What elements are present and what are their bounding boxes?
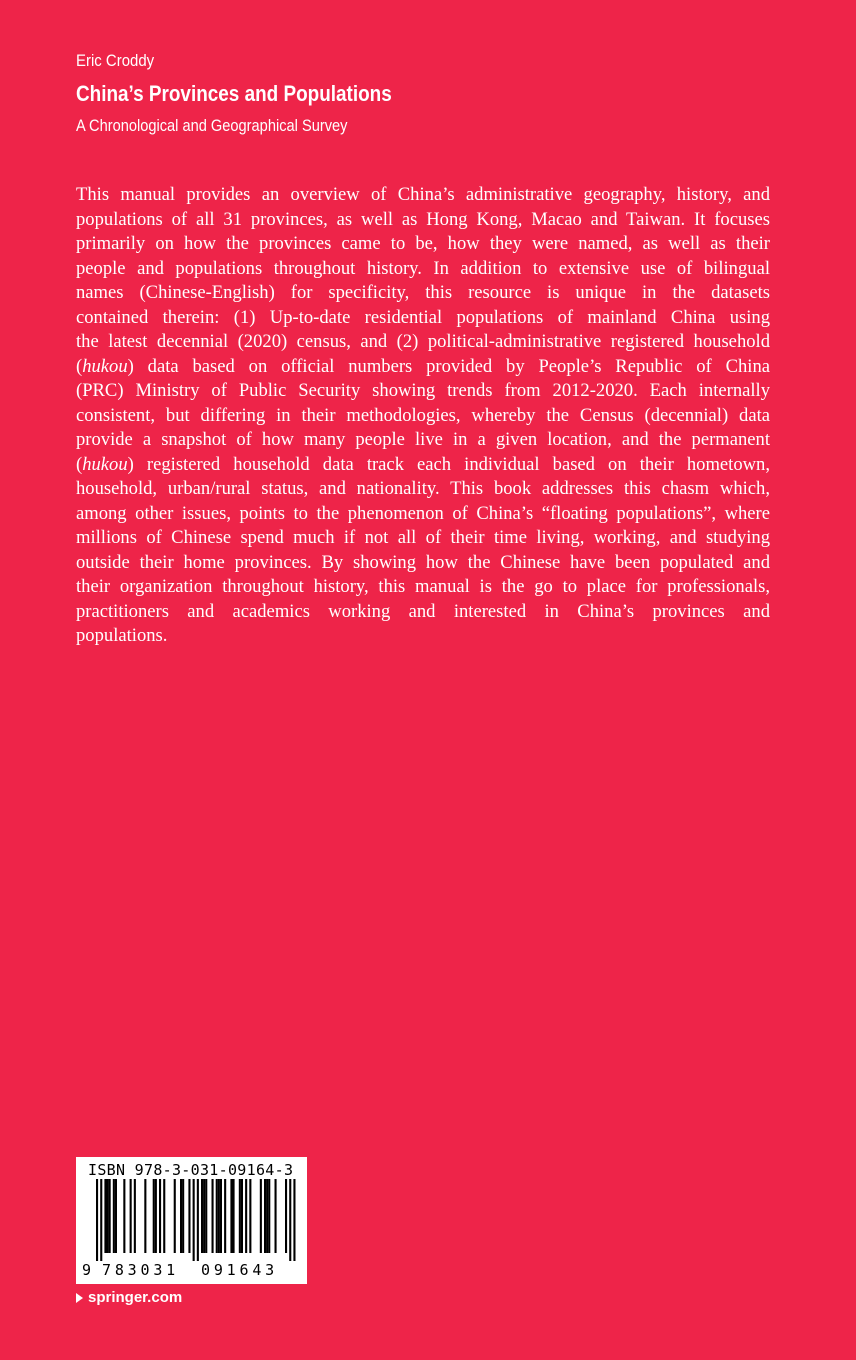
barcode-bar bbox=[203, 1179, 205, 1253]
barcode-bar bbox=[109, 1179, 111, 1253]
publisher-link-label: springer.com bbox=[88, 1289, 183, 1306]
barcode-bar bbox=[241, 1179, 243, 1253]
barcode-bar bbox=[144, 1179, 146, 1253]
barcode-bar bbox=[174, 1179, 176, 1253]
blurb-line: practitioners and academics working and interested in China’s provinces and bbox=[76, 600, 770, 622]
barcode-digits-left: 783031 bbox=[102, 1261, 179, 1279]
blurb-line: populations of all 31 provinces, as well as Hong Kong, Macao and Taiwan. It focuses bbox=[76, 208, 770, 230]
isbn-label: ISBN 978-3-031-09164-3 bbox=[88, 1161, 294, 1179]
publisher-link[interactable] bbox=[76, 1289, 182, 1306]
barcode-bar bbox=[163, 1179, 165, 1253]
barcode-bar bbox=[275, 1179, 277, 1253]
blurb-line: primarily on how the provinces came to be, how they were named, as well as their bbox=[76, 233, 770, 254]
blurb-line: contained therein: (1) Up-to-date residential populations of mainland China using bbox=[76, 306, 770, 328]
barcode-bar bbox=[224, 1179, 226, 1253]
barcode-box bbox=[76, 1157, 307, 1284]
barcode-bar bbox=[159, 1179, 161, 1253]
barcode-digit-first: 9 bbox=[82, 1261, 92, 1279]
barcode-bar bbox=[107, 1179, 109, 1253]
barcode-bars bbox=[76, 1179, 307, 1261]
barcode-bar bbox=[188, 1179, 190, 1253]
barcode-bar bbox=[182, 1179, 184, 1253]
barcode-bar bbox=[289, 1179, 291, 1261]
blurb-line: populations. bbox=[76, 625, 168, 646]
blurb-line: their organization throughout history, this manual is the go to place for professionals, bbox=[76, 576, 770, 597]
barcode-bar bbox=[266, 1179, 268, 1253]
barcode-bar bbox=[212, 1179, 214, 1253]
book-title: China’s Provinces and Populations bbox=[76, 81, 392, 106]
blurb-line: provide a snapshot of how many people live in a given location, and the permanent bbox=[76, 429, 770, 450]
blurb-line: millions of Chinese spend much if not all of their time living, working, and studying bbox=[76, 527, 770, 548]
blurb-line: household, urban/rural status, and nationality. This book addresses this chasm which, bbox=[76, 478, 770, 499]
blurb-line: (hukou) data based on official numbers provided by People’s Republic of China bbox=[76, 355, 770, 377]
barcode-bar bbox=[155, 1179, 157, 1253]
barcode-bar bbox=[197, 1179, 199, 1261]
arrow-right-icon bbox=[76, 1293, 83, 1303]
blurb-line: consistent, but differing in their methodologies, whereby the Census (decennial) data bbox=[76, 404, 770, 426]
blurb-line: names (Chinese-English) for specificity, this resource is unique in the datasets bbox=[76, 282, 770, 303]
barcode-bar bbox=[130, 1179, 132, 1253]
barcode-bar bbox=[201, 1179, 203, 1253]
barcode-bar bbox=[104, 1179, 106, 1253]
barcode-bar bbox=[285, 1179, 287, 1253]
blurb-line: (hukou) registered household data track each individual based on their hometown, bbox=[76, 453, 770, 475]
blurb-text bbox=[76, 183, 770, 649]
barcode-bar bbox=[260, 1179, 262, 1253]
barcode-bar bbox=[218, 1179, 220, 1253]
barcode-bar bbox=[96, 1179, 98, 1261]
barcode-bar bbox=[264, 1179, 266, 1253]
blurb-line: the latest decennial (2020) census, and (2) political-administrative registered household bbox=[76, 331, 770, 352]
barcode-bar bbox=[180, 1179, 182, 1253]
blurb-line: (PRC) Ministry of Public Security showing trends from 2012-2020. Each internally bbox=[76, 380, 770, 401]
barcode-bar bbox=[216, 1179, 218, 1253]
blurb-line: people and populations throughout history. In addition to extensive use of bilingual bbox=[76, 257, 770, 279]
barcode-bar bbox=[249, 1179, 251, 1253]
book-subtitle: A Chronological and Geographical Survey bbox=[76, 116, 348, 135]
blurb-line: This manual provides an overview of China’s administrative geography, history, and bbox=[76, 184, 770, 205]
barcode-bar bbox=[113, 1179, 115, 1253]
blurb-line: outside their home provinces. By showing how the Chinese have been populated and bbox=[76, 551, 770, 573]
barcode-bar bbox=[268, 1179, 270, 1253]
barcode-bar bbox=[233, 1179, 235, 1253]
barcode-bar bbox=[239, 1179, 241, 1253]
barcode-bar bbox=[115, 1179, 117, 1253]
barcode-digits-right: 091643 bbox=[201, 1261, 278, 1279]
barcode-bar bbox=[245, 1179, 247, 1253]
barcode-bar bbox=[193, 1179, 195, 1261]
barcode-bar bbox=[153, 1179, 155, 1253]
barcode-bar bbox=[123, 1179, 125, 1253]
barcode-bar bbox=[100, 1179, 102, 1261]
author-name: Eric Croddy bbox=[76, 51, 155, 70]
barcode-bar bbox=[230, 1179, 232, 1253]
barcode-bar bbox=[205, 1179, 207, 1253]
barcode-bar bbox=[220, 1179, 222, 1253]
barcode-bar bbox=[134, 1179, 136, 1253]
barcode-bar bbox=[293, 1179, 295, 1261]
blurb-line: among other issues, points to the phenomenon of China’s “floating populations”, where bbox=[76, 502, 770, 524]
